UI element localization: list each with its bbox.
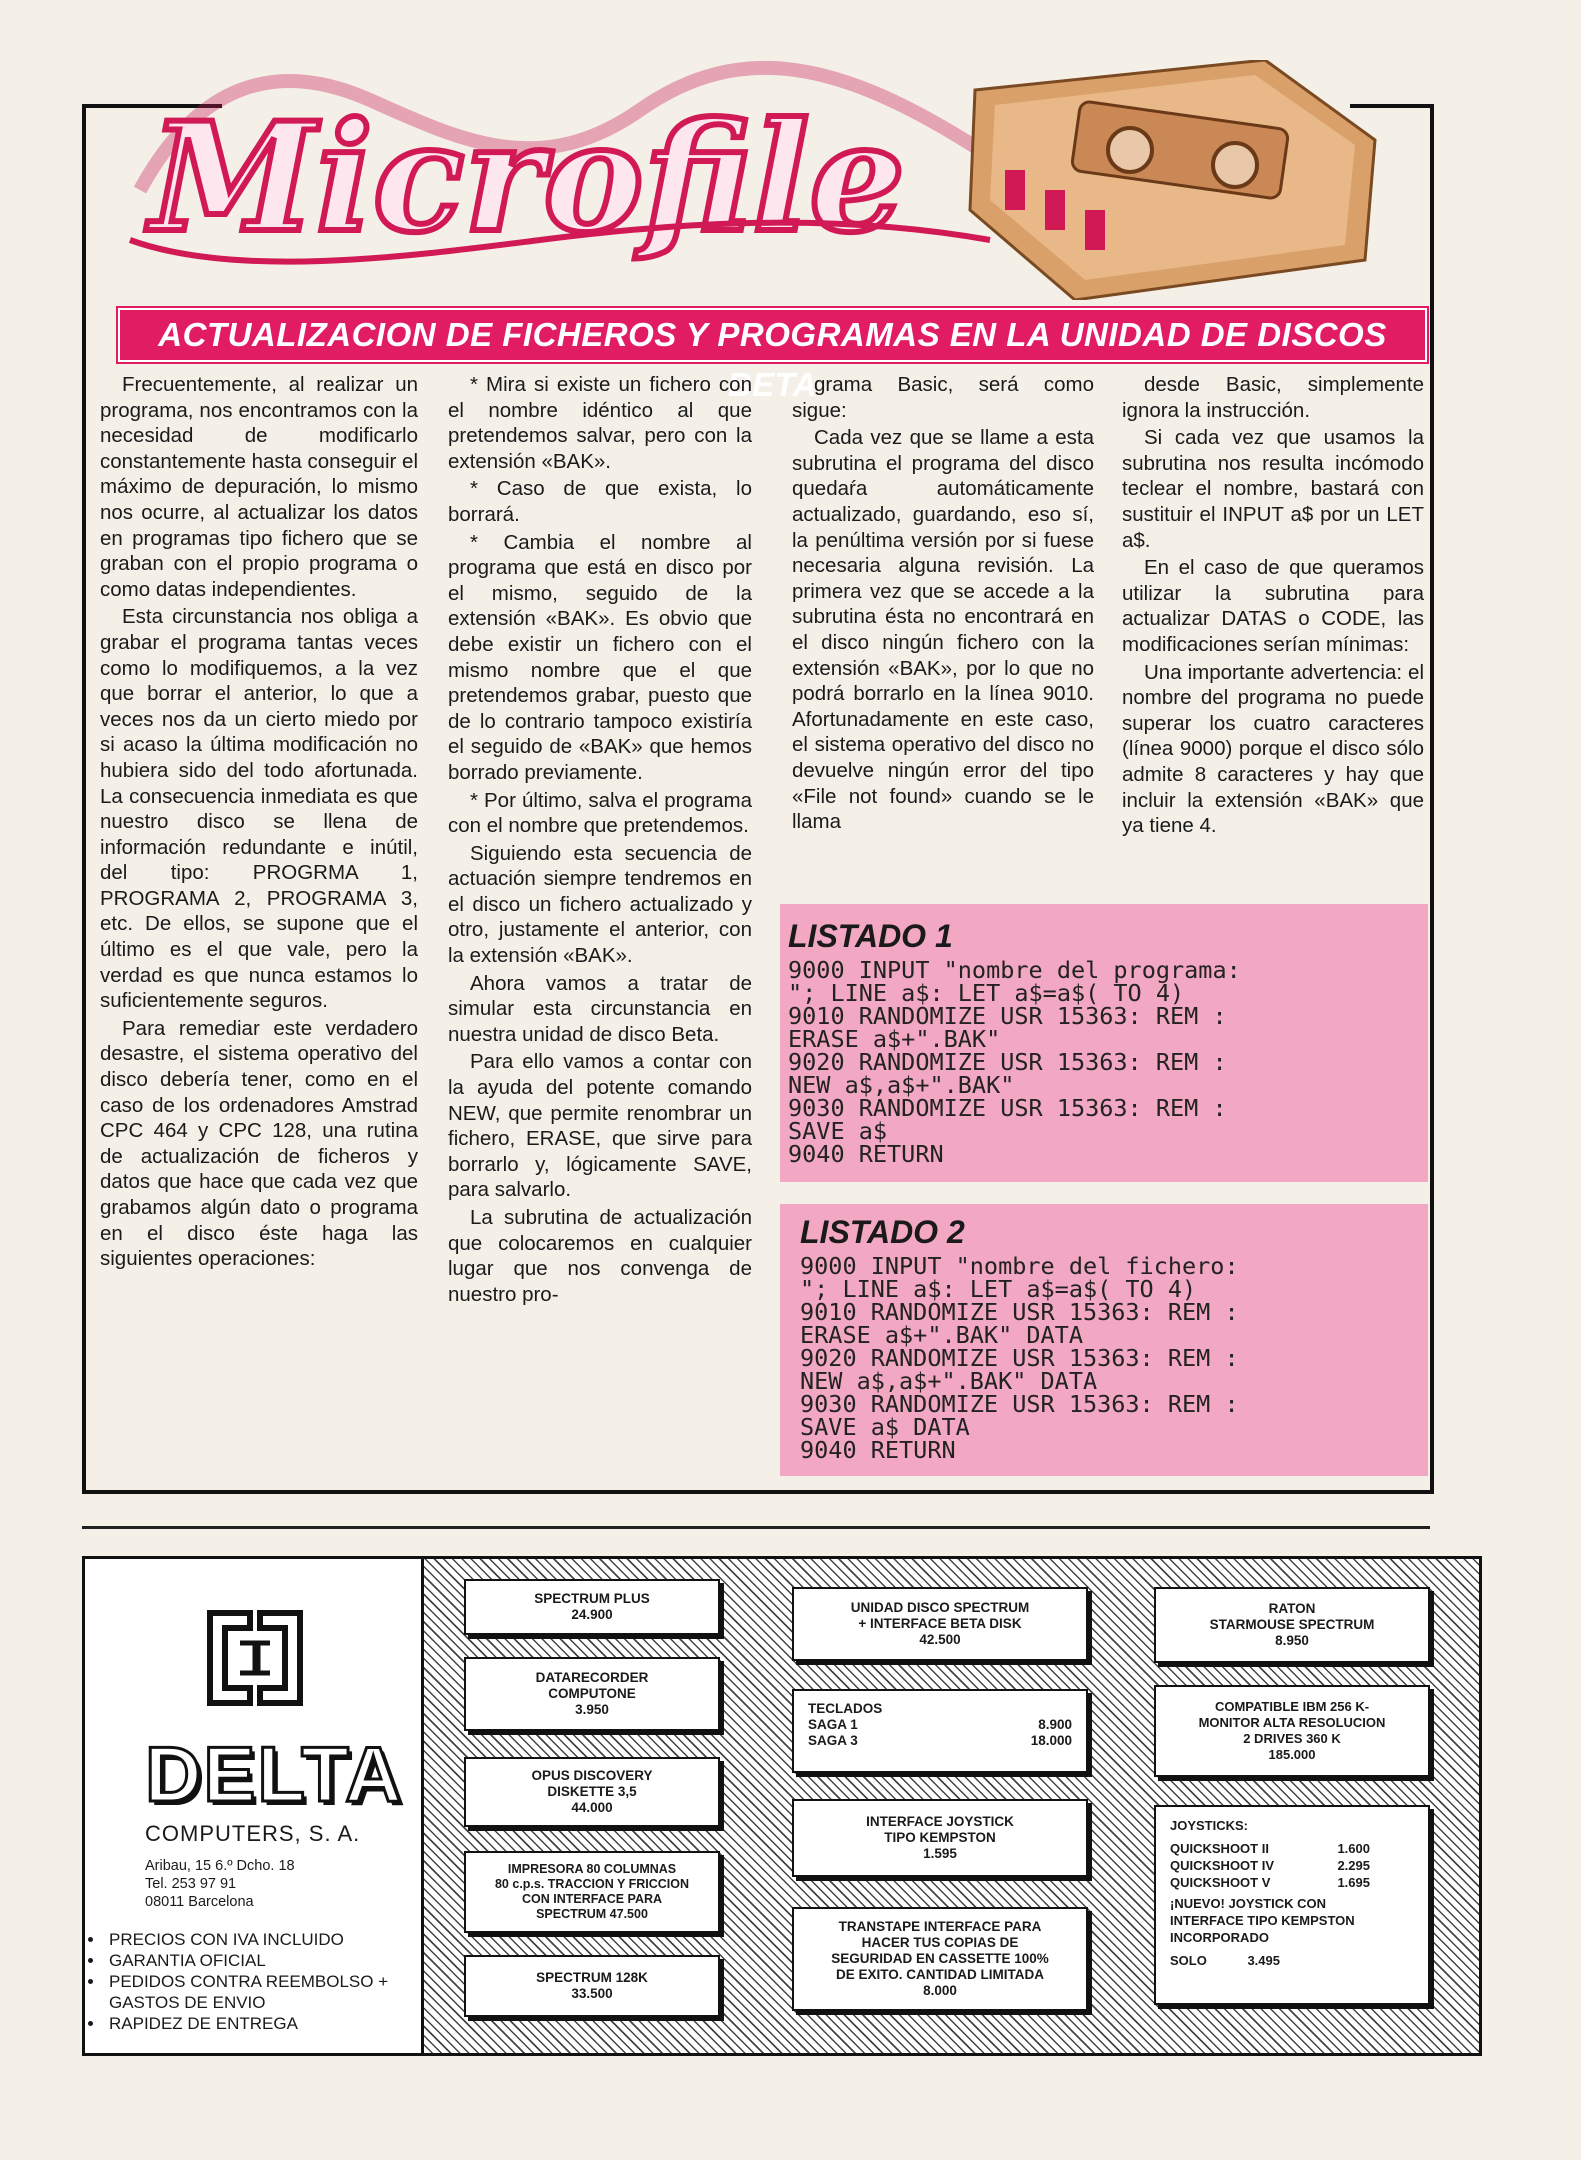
product-name: UNIDAD DISCO SPECTRUM	[850, 1600, 1030, 1615]
product-spectrum-128	[464, 1955, 720, 2017]
article-column-4	[1122, 372, 1424, 841]
promo-line: INTERFACE TIPO KEMPSTON	[1170, 1913, 1355, 1928]
product-name: MONITOR ALTA RESOLUCION	[1198, 1715, 1386, 1730]
product-price: 42.500	[919, 1632, 961, 1647]
product-name: RATON	[1268, 1601, 1316, 1616]
address-line: Aribau, 15 6.º Dcho. 18	[145, 1858, 295, 1874]
product-name: 80 c.p.s. TRACCION Y FRICCION	[494, 1877, 690, 1891]
paragraph: * Por último, salva el programa con el nombre que pretendemos.	[448, 788, 752, 838]
product-name: SEGURIDAD EN CASSETTE 100%	[831, 1951, 1049, 1966]
product-price: 44.000	[571, 1800, 613, 1815]
paragraph: Para remediar este verdadero desastre, el sistema operativo del disco debería tener, como en el caso de los ordenadores Amstrad CPC 464 y CPC 128, una rutina de actualización de ficheros y datos que hace que cada vez que grabamos algún dato o programa en el disco éste haga las siguientes operaciones:	[100, 1016, 418, 1271]
product-price: 1.695	[1337, 1875, 1370, 1890]
company-subtitle: COMPUTERS, S. A.	[145, 1821, 361, 1846]
paragraph: Cada vez que se llame a esta subrutina el programa del disco quedaŕa automáticamente actualizado, guardando, eso sí, la penúltima versión por si fuese necesaria alguna revisión. La primera vez que se accede a la subrutina ésta no encontrará en el disco ningún fichero con la extensión «BAK», por lo que no podrá borrarlo en la línea 9010. Afortunadamente en este caso, el sistema operativo del disco no devuelve ningún error del tipo «File not found» cuando se le llama	[792, 426, 1094, 834]
paragraph: Frecuentemente, al realizar un programa, nos encontramos con la necesidad de modificarlo constantemente hasta conseguir el máximo de depuración, lo mismo nos ocurre, al actualizar los datos en programas tipo fichero que se graban con el propio programa o como datas independientes.	[100, 373, 418, 601]
product-price: 18.000	[1030, 1733, 1072, 1748]
product-name: TIPO KEMPSTON	[884, 1830, 996, 1845]
listado-1	[780, 904, 1428, 1182]
solo-price: 3.495	[1247, 1953, 1280, 1968]
product-price: 185.000	[1268, 1747, 1316, 1762]
product-name: 2 DRIVES 360 K	[1243, 1731, 1341, 1746]
promo-line: ¡NUEVO! JOYSTICK CON	[1170, 1896, 1327, 1911]
product-price: 3.950	[575, 1702, 609, 1717]
logo-text: Microfile	[150, 90, 905, 266]
product-opus	[464, 1757, 720, 1827]
product-datarecorder	[464, 1657, 720, 1731]
product-price: 8.900	[1038, 1717, 1072, 1732]
listado-2-code: 9000 INPUT "nombre del fichero: "; LINE a$: LET a$=a$( TO 4) 9010 RANDOMIZE USR 15363: REM : ERASE a$+".BAK" DATA 9020 RANDOMIZE USR 15363: REM : NEW a$,a$+".BAK" DATA 9030 RANDOMIZE USR 15363: REM : SAVE a$ DATA 9040 RETURN	[800, 1252, 1239, 1464]
ad-products-panel	[424, 1559, 1479, 2053]
joystick-row	[1170, 1857, 1370, 1874]
solo-label: SOLO	[1170, 1953, 1207, 1968]
address-line: 08011 Barcelona	[145, 1894, 254, 1910]
ad-company-panel	[85, 1559, 424, 2053]
paragraph: En el caso de que queramos utilizar la subrutina para actualizar DATAS o CODE, las modificaciones serían mínimas:	[1122, 556, 1424, 656]
paragraph: * Cambia el nombre al programa que está en disco por el mismo, seguido de la extensión «BAK». Es obvio que debe existir un fichero con el mismo nombre que el que pretendemos grabar, puesto que de lo contrario tampoco existiría el seguido de «BAK» que hemos borrado previamente.	[448, 530, 752, 784]
listado-2	[780, 1204, 1428, 1476]
product-joysticks	[1154, 1805, 1430, 2005]
product-impresora	[464, 1851, 720, 1933]
product-name: + INTERFACE BETA DISK	[858, 1616, 1022, 1631]
listado-1-code: 9000 INPUT "nombre del programa: "; LINE a$: LET a$=a$( TO 4) 9010 RANDOMIZE USR 15363: REM : ERASE a$+".BAK" 9020 RANDOMIZE USR 15363: REM : NEW a$,a$+".BAK" 9030 RANDOMIZE USR 15363: REM : SAVE a$ 9040 RETURN	[788, 956, 1241, 1168]
product-name: STARMOUSE SPECTRUM	[1209, 1617, 1375, 1632]
listado-2-title: LISTADO 2	[800, 1214, 965, 1250]
teclado-row	[808, 1733, 1072, 1749]
product-price: 8.950	[1275, 1633, 1309, 1648]
paragraph: Una importante advertencia: el nombre del programa no puede superar los cuatro caracteres (línea 9000) porque el disco sólo admite 8 caracteres y hay que incluir la extensión «BAK» que ya tiene 4.	[1122, 660, 1424, 838]
product-name: DE EXITO. CANTIDAD LIMITADA	[836, 1967, 1044, 1982]
paragraph: * Mira si existe un fichero con el nombre idéntico al que pretendemos salvar, pero con la extensión «BAK».	[448, 373, 752, 473]
product-name: QUICKSHOOT V	[1170, 1875, 1271, 1890]
paragraph: Ahora vamos a tratar de simular esta circunstancia en nuestra unidad de disco Beta.	[448, 971, 752, 1046]
address-line: Tel. 253 97 91	[145, 1876, 237, 1892]
delta-advertisement	[82, 1556, 1482, 2056]
product-joystick-interface	[792, 1799, 1088, 1877]
cassette-illustration	[965, 60, 1380, 300]
product-transtape	[792, 1907, 1088, 2011]
company-name: DELTA	[145, 1730, 404, 1818]
product-name: OPUS DISCOVERY	[531, 1768, 653, 1783]
product-price: 1.600	[1337, 1841, 1370, 1856]
bullet-item: • GARANTIA OFICIAL	[105, 1950, 421, 1971]
delta-logo-icon	[200, 1603, 310, 1713]
product-name: SAGA 1	[808, 1717, 858, 1732]
product-name: HACER TUS COPIAS DE	[861, 1935, 1019, 1950]
product-name: SPECTRUM 47.500	[536, 1907, 648, 1921]
article-banner: ACTUALIZACION DE FICHEROS Y PROGRAMAS EN LA UNIDAD DE DISCOS BETA	[118, 308, 1427, 362]
product-raton	[1154, 1587, 1430, 1663]
product-name: CON INTERFACE PARA	[521, 1892, 663, 1906]
paragraph: La subrutina de actualización que colocaremos en cualquier lugar que nos convenga de nuestro pro-	[448, 1206, 752, 1306]
paragraph: Si cada vez que usamos la subrutina nos resulta incómodo teclear el nombre, bastará con sustituir el INPUT a$ por un LET a$.	[1122, 426, 1424, 552]
product-price: 8.000	[923, 1983, 957, 1998]
bullet-item: • PRECIOS CON IVA INCLUIDO	[105, 1929, 421, 1950]
product-price: 24.900	[571, 1607, 613, 1622]
product-name: QUICKSHOOT IV	[1170, 1858, 1275, 1873]
paragraph: desde Basic, simplemente ignora la instrucción.	[1122, 373, 1424, 422]
product-price: 2.295	[1337, 1858, 1370, 1873]
product-title: JOYSTICKS:	[1170, 1818, 1249, 1833]
promo-line: INCORPORADO	[1170, 1930, 1269, 1945]
paragraph: Esta circunstancia nos obliga a grabar el programa tantas veces como lo modifiquemos, a la vez que borrar el anterior, lo que a veces nos da un cierto miedo por si acaso la última modificación no hubiera sido del todo afortunada. La consecuencia inmediata es que nuestro disco se llena de información redundante e inútil, del tipo: PROGRMA 1, PROGRAMA 2, PROGRAMA 3, etc. De ellos, se supone que el último es el que vale, pero la verdad es que nunca estamos lo suficientemente seguros.	[100, 605, 418, 1013]
product-name: SPECTRUM PLUS	[534, 1591, 650, 1606]
teclado-row	[808, 1717, 1072, 1733]
product-name: DISKETTE 3,5	[547, 1784, 637, 1799]
product-name: TRANSTAPE INTERFACE PARA	[838, 1919, 1042, 1934]
company-address	[145, 1857, 295, 1911]
product-name: SAGA 3	[808, 1733, 858, 1748]
product-name: QUICKSHOOT II	[1170, 1841, 1269, 1856]
product-title: TECLADOS	[808, 1701, 883, 1716]
product-name: COMPATIBLE IBM 256 K-	[1214, 1699, 1370, 1714]
product-price: 1.595	[923, 1846, 957, 1861]
ad-bullet-list	[91, 1929, 421, 2034]
listado-1-title: LISTADO 1	[788, 918, 953, 954]
paragraph: grama Basic, será como sigue:	[792, 373, 1094, 422]
joystick-row	[1170, 1840, 1370, 1857]
product-teclados	[792, 1689, 1088, 1773]
article-column-1	[100, 372, 418, 1274]
solo-row	[1170, 1952, 1280, 1969]
paragraph: Para ello vamos a contar con la ayuda del potente comando NEW, que permite renombrar un fichero, ERASE, que sirve para borrarlo y, lógicamente SAVE, para salvarlo.	[448, 1050, 752, 1202]
paragraph: Siguiendo esta secuencia de actuación siempre tendremos en el disco un fichero actualizado y otro, justamente el anterior, con la extensión «BAK».	[448, 841, 752, 968]
joystick-row	[1170, 1874, 1370, 1891]
bullet-item: • RAPIDEZ DE ENTREGA	[105, 2013, 421, 2034]
paragraph: * Caso de que exista, lo borrará.	[448, 477, 752, 526]
product-unidad-disco	[792, 1587, 1088, 1661]
product-name: COMPUTONE	[548, 1686, 636, 1701]
product-name: SPECTRUM 128K	[536, 1970, 648, 1985]
microfile-logo	[120, 40, 1000, 280]
section-divider	[82, 1526, 1430, 1529]
article-column-2	[448, 372, 752, 1309]
product-ibm	[1154, 1685, 1430, 1777]
product-name: IMPRESORA 80 COLUMNAS	[507, 1862, 677, 1876]
article-column-3	[792, 372, 1094, 837]
product-name: DATARECORDER	[535, 1670, 649, 1685]
bullet-item: • PEDIDOS CONTRA REEMBOLSO + GASTOS DE ENVIO	[105, 1971, 421, 2013]
product-spectrum-plus	[464, 1579, 720, 1635]
product-name: INTERFACE JOYSTICK	[866, 1814, 1014, 1829]
product-price: 33.500	[571, 1986, 613, 2001]
